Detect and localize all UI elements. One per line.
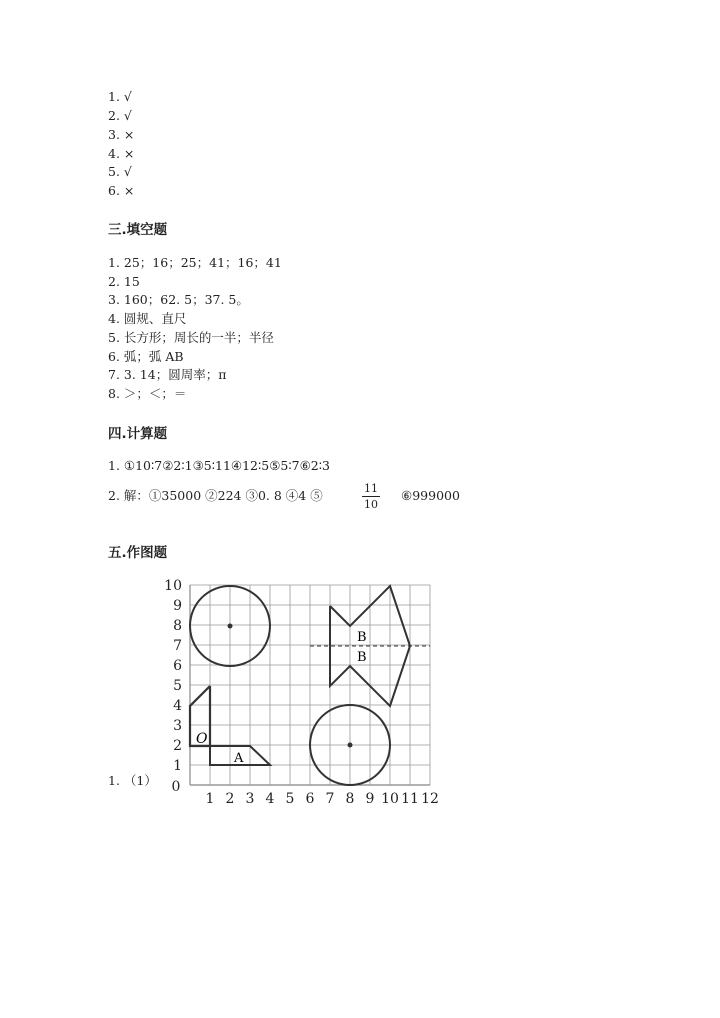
fill-blank-item-6: 6. 弧；弧 AB xyxy=(108,349,184,364)
x-tick-label: 4 xyxy=(265,791,275,807)
grid-lines xyxy=(190,585,430,785)
y-tick-label: 5 xyxy=(173,678,182,694)
x-tick-label: 1 xyxy=(205,791,215,807)
x-tick-label: 5 xyxy=(285,791,295,807)
drawing-item-label: 1. （1） xyxy=(108,773,157,788)
judgement-item-4: 4. × xyxy=(108,146,135,161)
circle-lower-right-center-dot xyxy=(348,743,353,748)
x-tick-label: 9 xyxy=(365,791,375,807)
fill-blank-item-8: 8. ＞；＜；＝ xyxy=(108,386,187,401)
fill-blank-item-5: 5. 长方形；周长的一半；半径 xyxy=(108,330,274,345)
point-o-label: O xyxy=(196,731,208,747)
x-tick-label: 3 xyxy=(245,791,255,807)
x-tick-label: 2 xyxy=(225,791,235,807)
calculation-item-2-suffix: ⑥999000 xyxy=(401,488,460,503)
shape-b-top-label: B xyxy=(357,630,367,645)
y-tick-label: 2 xyxy=(173,738,182,754)
y-tick-label: 7 xyxy=(173,638,182,654)
x-tick-label: 0 xyxy=(171,779,181,795)
fill-blank-item-2: 2. 15 xyxy=(108,274,140,289)
shape-a-label: A xyxy=(234,751,244,766)
fraction-denominator: 10 xyxy=(364,498,378,511)
judgement-item-6: 6. × xyxy=(108,183,135,198)
fill-blank-item-7: 7. 3. 14；圆周率；π xyxy=(108,367,227,382)
judgement-item-3: 3. × xyxy=(108,127,135,142)
y-tick-label: 1 xyxy=(173,758,182,774)
y-tick-label: 10 xyxy=(164,578,182,594)
judgement-item-1: 1. √ xyxy=(108,89,132,104)
x-tick-label: 6 xyxy=(305,791,315,807)
fill-blank-item-4: 4. 圆规、直尺 xyxy=(108,311,187,326)
y-tick-label: 6 xyxy=(173,658,182,674)
y-tick-label: 3 xyxy=(173,718,182,734)
coordinate-grid-figure xyxy=(150,575,450,810)
calculation-item-2-prefix: 2. 解：①35000 ②224 ③0. 8 ④4 ⑤ xyxy=(108,488,323,503)
x-tick-label: 12 xyxy=(421,791,439,807)
fraction-eleven-tenths xyxy=(362,482,380,511)
fraction-bar xyxy=(362,496,380,497)
y-tick-label: 4 xyxy=(173,698,182,714)
judgement-item-2: 2. √ xyxy=(108,108,132,123)
calculation-item-1: 1. ①10∶7②2∶1③5∶11④12∶5⑤5∶7⑥2∶3 xyxy=(108,458,330,473)
circle-upper-left-center-dot xyxy=(228,624,233,629)
fill-blank-heading: 三.填空题 xyxy=(108,222,168,238)
x-tick-label: 11 xyxy=(401,791,419,807)
fill-blank-item-1: 1. 25；16；25；41；16；41 xyxy=(108,255,282,270)
x-tick-label: 10 xyxy=(381,791,399,807)
drawing-heading: 五.作图题 xyxy=(108,545,168,561)
shape-b-bottom-label: B xyxy=(357,650,367,665)
fill-blank-item-3: 3. 160；62. 5；37. 5。 xyxy=(108,292,249,307)
x-axis-tick-labels xyxy=(172,779,439,807)
fraction-numerator: 11 xyxy=(364,482,378,495)
calculation-heading: 四.计算题 xyxy=(108,426,168,442)
x-tick-label: 7 xyxy=(325,791,335,807)
x-tick-label: 8 xyxy=(345,791,355,807)
y-tick-label: 8 xyxy=(173,618,182,634)
y-axis-tick-labels xyxy=(164,578,182,774)
y-tick-label: 9 xyxy=(173,598,182,614)
judgement-item-5: 5. √ xyxy=(108,164,132,179)
